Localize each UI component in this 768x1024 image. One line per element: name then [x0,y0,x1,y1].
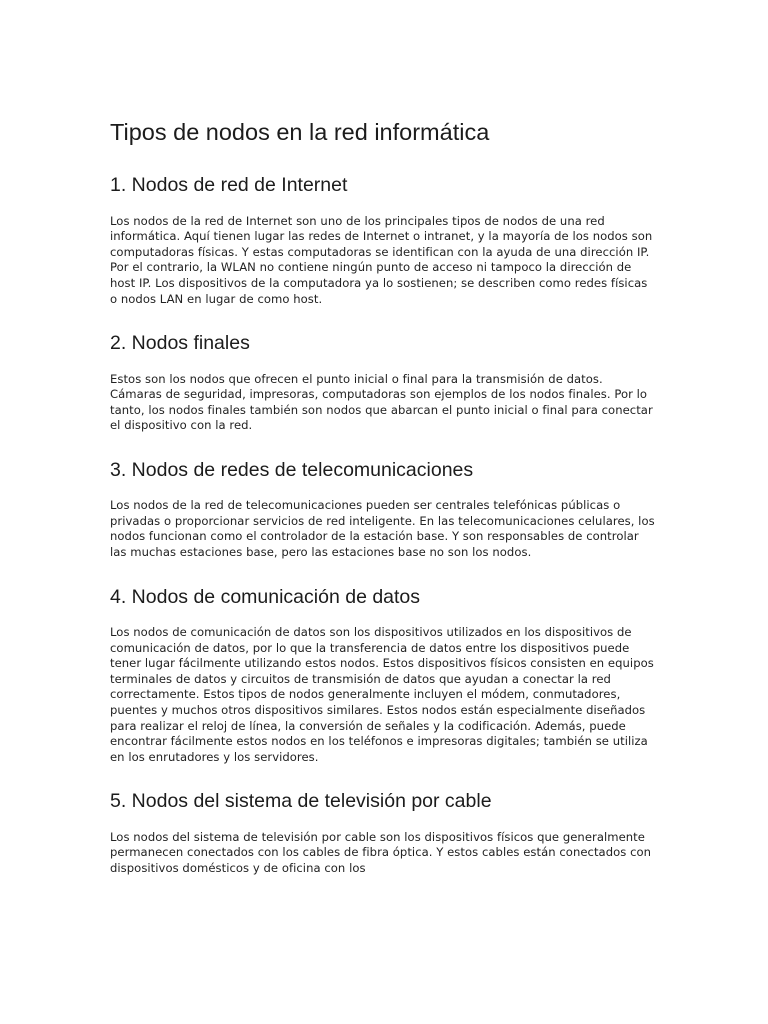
section-heading: 1. Nodos de red de Internet [110,174,348,197]
section-heading: 4. Nodos de comunicación de datos [110,585,421,608]
section-heading: 5. Nodos del sistema de televisión por cable [110,790,492,813]
section-paragraph: Los nodos del sistema de televisión por cable son los dispositivos físicos que generalmente permanecen conectados con los cables de fibra óptica. Y estos cables están conectados con dispositivos domésticos y de oficina con los [110,829,652,875]
section-heading: 2. Nodos finales [110,332,250,355]
document-page [110,118,655,902]
section-internet-nodes [110,174,655,307]
section-paragraph: Estos son los nodos que ofrecen el punto inicial o final para la transmisión de datos. Cámaras de seguridad, impresoras, computadoras son ejemplos de los nodos finales. Por lo tanto, los nodos finales también son nodos que abarcan el punto inicial o final para conectar el dispositivo con la red. [110,371,653,433]
section-telecom-nodes [110,459,655,561]
document-title: Tipos de nodos en la red informática [110,119,490,145]
section-paragraph: Los nodos de comunicación de datos son los dispositivos utilizados en los dispositivos de comunicación de datos, por lo que la transferencia de datos entre los dispositivos puede tener lugar fácilmente utilizando estos nodos. Estos dispositivos físicos consisten en equipos terminales de datos y circuitos de transmisión de datos que ayudan a conectar la red correctamente. Estos tipos de nodos generalmente incluyen el módem, conmutadores, puentes y muchos otros dispositivos similares. Estos nodos están especialmente diseñados para realizar el reloj de línea, la conversión de señales y la codificación. Además, puede encontrar fácilmente estos nodos en los teléfonos e impresoras digitales; también se utiliza en los enrutadores y los servidores. [110,625,654,764]
section-heading: 3. Nodos de redes de telecomunicaciones [110,458,474,481]
section-end-nodes [110,332,655,434]
section-paragraph: Los nodos de la red de telecomunicaciones pueden ser centrales telefónicas públicas o privadas o proporcionar servicios de red inteligente. En las telecomunicaciones celulares, los nodos funcionan como el controlador de la estación base. Y son responsables de controlar las muchas estaciones base, pero las estaciones base no son los nodos. [110,498,655,560]
section-paragraph: Los nodos de la red de Internet son uno de los principales tipos de nodos de una red informática. Aquí tienen lugar las redes de Internet o intranet, y la mayoría de los nodos son computadoras físicas. Y estas computadoras se identifican con la ayuda de una dirección IP. Por el contrario, la WLAN no contiene ningún punto de acceso ni tampoco la dirección de host IP. Los dispositivos de la computadora ya lo sostienen; se describen como redes físicas o nodos LAN en lugar de como host. [110,213,653,306]
section-cable-tv-nodes [110,790,655,876]
section-data-communication-nodes [110,586,655,766]
